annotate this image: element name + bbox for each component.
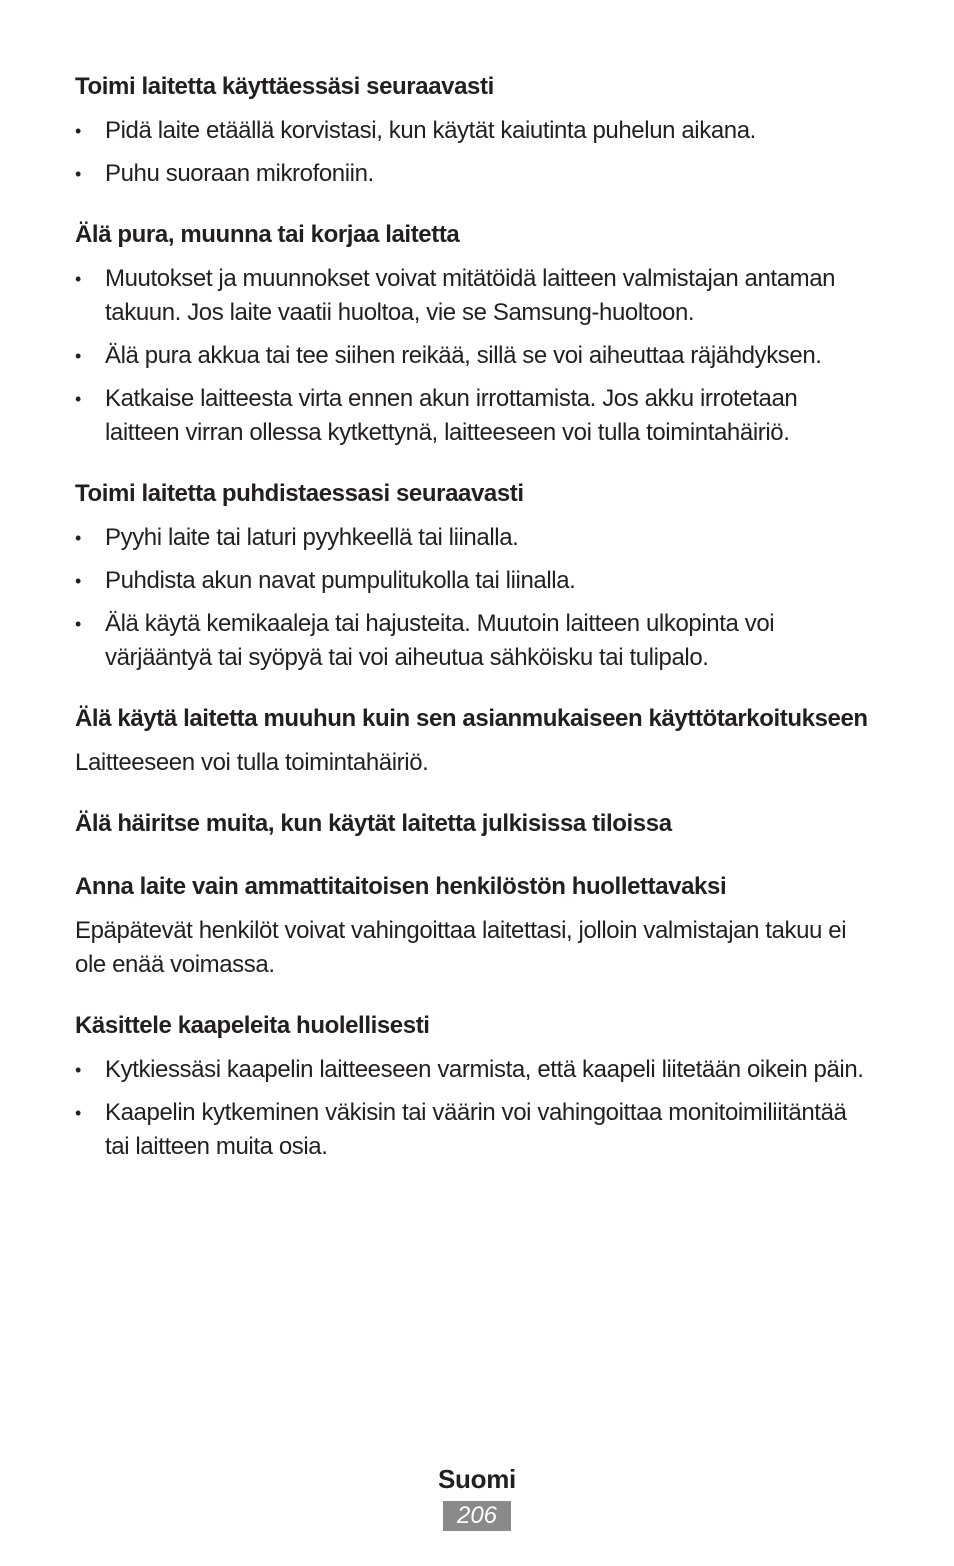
section-intended-use: [75, 702, 875, 780]
document-body: [75, 70, 875, 1164]
bullet-item: [75, 157, 875, 191]
bullet-item: [75, 114, 875, 148]
bullet-symbol: •: [75, 1060, 81, 1080]
bullet-symbol: •: [75, 528, 81, 548]
bullet-text: Muutokset ja muunnokset voivat mitätöidä laitteen valmistajan antaman takuun. Jos laite vaatii huoltoa, vie se Samsung-huoltoon.: [105, 265, 836, 326]
section-heading: Anna laite vain ammattitaitoisen henkilöstön huollettavaksi: [75, 873, 727, 900]
section-heading: Toimi laitetta puhdistaessasi seuraavasti: [75, 480, 524, 507]
bullet-item: [75, 339, 875, 373]
bullet-list: [75, 114, 875, 191]
bullet-symbol: •: [75, 121, 81, 141]
bullet-item: [75, 382, 875, 450]
bullet-symbol: •: [75, 346, 81, 366]
bullet-text: Älä pura akkua tai tee siihen reikää, sillä se voi aiheuttaa räjähdyksen.: [105, 342, 822, 369]
bullet-list: [75, 1053, 875, 1164]
bullet-symbol: •: [75, 164, 81, 184]
bullet-item: [75, 607, 875, 675]
section-qualified-service: [75, 870, 875, 982]
bullet-list: [75, 521, 875, 675]
section-heading: Älä käytä laitetta muuhun kuin sen asianmukaiseen käyttötarkoitukseen: [75, 705, 868, 732]
bullet-text: Kaapelin kytkeminen väkisin tai väärin voi vahingoittaa monitoimiliitäntää tai laitteen muita osia.: [105, 1099, 847, 1160]
section-cleaning: [75, 477, 875, 675]
bullet-item: [75, 1096, 875, 1164]
bullet-list: [75, 262, 875, 450]
section-paragraph: Epäpätevät henkilöt voivat vahingoittaa laitettasi, jolloin valmistajan takuu ei ole enää voimassa.: [75, 917, 847, 978]
section-heading: Älä häiritse muita, kun käytät laitetta julkisissa tiloissa: [75, 810, 672, 837]
page-number: 206: [443, 1501, 511, 1531]
bullet-item: [75, 262, 875, 330]
bullet-symbol: •: [75, 1103, 81, 1123]
section-heading: Toimi laitetta käyttäessäsi seuraavasti: [75, 73, 494, 100]
section-public-places: [75, 807, 875, 841]
bullet-item: [75, 564, 875, 598]
footer-language: Suomi: [438, 1464, 516, 1494]
bullet-symbol: •: [75, 571, 81, 591]
bullet-symbol: •: [75, 269, 81, 289]
bullet-text: Puhdista akun navat pumpulitukolla tai liinalla.: [105, 567, 576, 594]
section-paragraph: Laitteeseen voi tulla toimintahäiriö.: [75, 749, 429, 776]
bullet-item: [75, 521, 875, 555]
section-heading: Älä pura, muunna tai korjaa laitetta: [75, 221, 460, 248]
bullet-text: Katkaise laitteesta virta ennen akun irrottamista. Jos akku irrotetaan laitteen virran ollessa kytkettynä, laitteeseen voi tulla toimintahäiriö.: [105, 385, 798, 446]
section-heading: Käsittele kaapeleita huolellisesti: [75, 1012, 430, 1039]
page-footer: [0, 1461, 954, 1531]
bullet-text: Pidä laite etäällä korvistasi, kun käytät kaiutinta puhelun aikana.: [105, 117, 756, 144]
bullet-text: Älä käytä kemikaaleja tai hajusteita. Muutoin laitteen ulkopinta voi värjääntyä tai syöpyä tai voi aiheutua sähköisku tai tulipalo.: [105, 610, 775, 671]
bullet-text: Puhu suoraan mikrofoniin.: [105, 160, 374, 187]
bullet-text: Kytkiessäsi kaapelin laitteeseen varmista, että kaapeli liitetään oikein päin.: [105, 1056, 864, 1083]
bullet-text: Pyyhi laite tai laturi pyyhkeellä tai liinalla.: [105, 524, 519, 551]
section-cables: [75, 1009, 875, 1164]
bullet-symbol: •: [75, 614, 81, 634]
section-usage: [75, 70, 875, 191]
section-do-not-disassemble: [75, 218, 875, 450]
bullet-item: [75, 1053, 875, 1087]
bullet-symbol: •: [75, 389, 81, 409]
